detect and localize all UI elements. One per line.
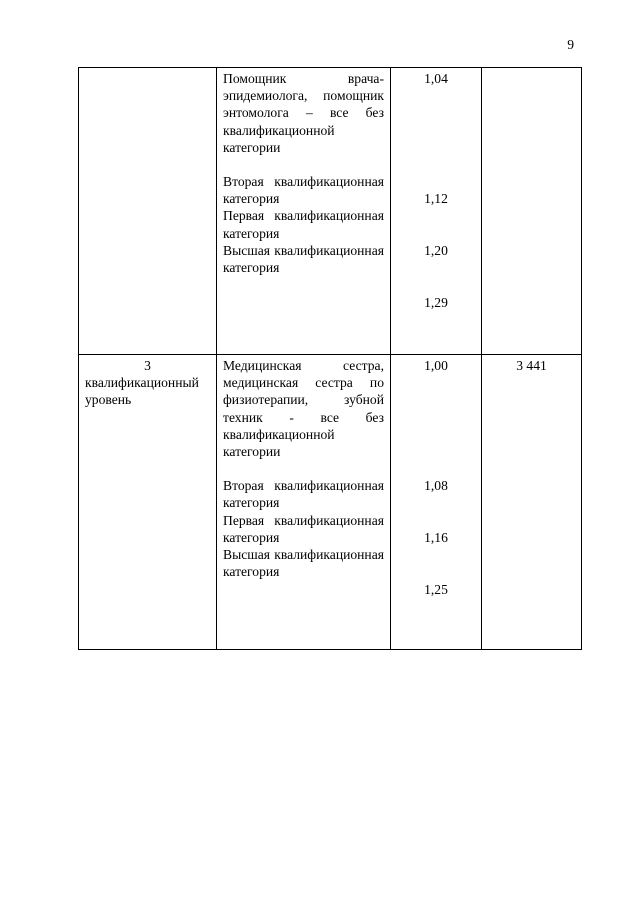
salary-value: [482, 68, 581, 72]
level-label: квалификационный уровень: [85, 375, 199, 408]
coefficient-cell: [391, 68, 482, 355]
page-number: 9: [567, 37, 574, 52]
level-cell: [79, 68, 217, 355]
salary-cell: [482, 68, 582, 355]
coefficient-value: 1,20: [424, 242, 448, 258]
salary-cell: [482, 355, 582, 650]
salary-table: [78, 67, 582, 650]
table-row: [79, 68, 582, 355]
position-text: Высшая квалификационная категория: [223, 242, 384, 276]
position-text: Первая квалификационная категория: [223, 512, 384, 545]
position-cell: [217, 68, 391, 355]
coefficient-value: 1,29: [424, 294, 448, 310]
level-cell: [79, 355, 217, 650]
position-text: Высшая квалификационная категория: [223, 547, 384, 580]
position-text: Помощник врача-эпидемиолога, помощник энтомолога – все без квалификационной категории: [223, 71, 384, 155]
coefficient-value: 1,08: [424, 478, 448, 494]
position-text: Первая квалификационная категория: [223, 208, 384, 241]
coefficient-value: 1,12: [424, 191, 448, 207]
position-cell: [217, 355, 391, 650]
position-text: Медицинская сестра, медицинская сестра по физиотерапии, зубной техник - все без квалификационной категории: [223, 358, 384, 460]
position-text: Вторая квалификационная категория: [223, 174, 384, 207]
coefficient-value: 1,16: [424, 529, 448, 545]
salary-value: 3 441: [516, 358, 547, 373]
position-text: Вторая квалификационная категория: [223, 478, 384, 511]
coefficient-cell: [391, 355, 482, 650]
coefficient-value: 1,04: [424, 71, 448, 86]
level-number: 3: [144, 358, 151, 373]
coefficient-value: 1,25: [424, 581, 448, 597]
table-row: [79, 355, 582, 650]
coefficient-value: 1,00: [424, 358, 448, 373]
